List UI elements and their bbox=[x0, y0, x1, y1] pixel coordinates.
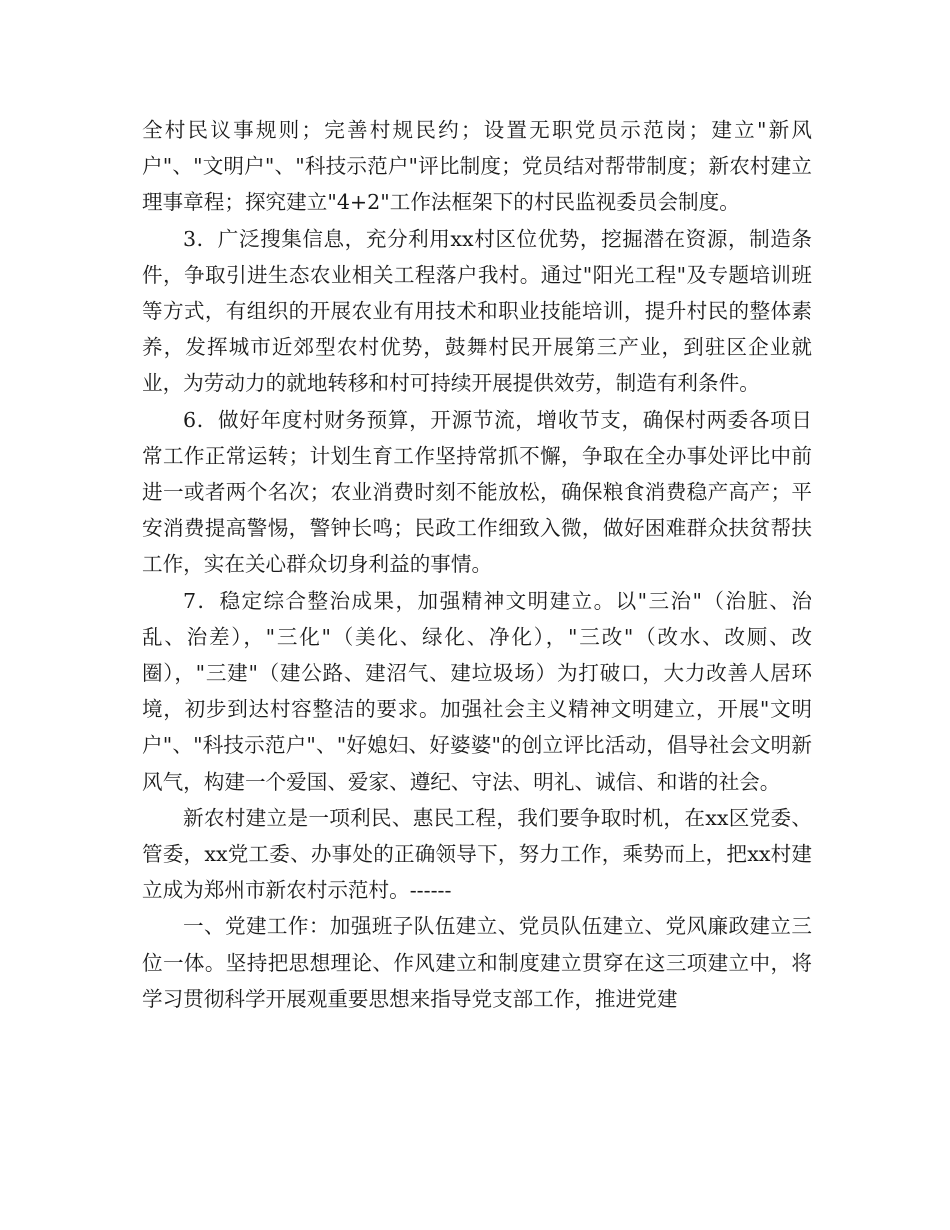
paragraph-item-3-information: 3．广泛搜集信息，充分利用xx村区位优势，挖掘潜在资源，制造条件，争取引进生态农业相关工程落户我村。通过"阳光工程"及专题培训班等方式，有组织的开展农业有用技术和职业技能培训，提升村民的整体素养，发挥城市近郊型农村优势，鼓舞村民开展第三产业，到驻区企业就业，为劳动力的就地转移和村可持续开展提供效劳，制造有利条件。 bbox=[142, 226, 812, 396]
document-page bbox=[142, 112, 812, 1017]
paragraph-item-6-budget: 6．做好年度村财务预算，开源节流，增收节支，确保村两委各项日常工作正常运转；计划生育工作坚持常抓不懈，争取在全办事处评比中前进一或者两个名次；农业消费时刻不能放松，确保粮食消费稳产高产；平安消费提高警惕，警钟长鸣；民政工作细致入微，做好困难群众扶贫帮扶工作，实在关心群众切身利益的事情。 bbox=[142, 407, 812, 577]
paragraph-party-building: 一、党建工作：加强班子队伍建立、党员队伍建立、党风廉政建立三位一体。坚持把思想理论、作风建立和制度建立贯穿在这三项建立中，将学习贯彻科学开展观重要思想来指导党支部工作，推进党建 bbox=[142, 914, 812, 1011]
paragraph-conclusion: 新农村建立是一项利民、惠民工程，我们要争取时机，在xx区党委、管委，xx党工委、办事处的正确领导下，努力工作，乘势而上，把xx村建立成为郑州市新农村示范村。------ bbox=[142, 805, 812, 903]
paragraph-village-rules: 全村民议事规则；完善村规民约；设置无职党员示范岗；建立"新风户"、"文明户"、"科技示范户"评比制度；党员结对帮带制度；新农村建立理事章程；探究建立"4+2"工作法框架下的村民监视委员会制度。 bbox=[142, 118, 812, 215]
paragraph-item-7-civilization: 7．稳定综合整治成果，加强精神文明建立。以"三治"（治脏、治乱、治差），"三化"（美化、绿化、净化），"三改"（改水、改厕、改圈），"三建"（建公路、建沼气、建垃圾场）为打破口，大力改善人居环境，初步到达村容整洁的要求。加强社会主义精神文明建立，开展"文明户"、"科技示范户"、"好媳妇、好婆婆"的创立评比活动，倡导社会文明新风气，构建一个爱国、爱家、遵纪、守法、明礼、诚信、和谐的社会。 bbox=[142, 588, 812, 794]
